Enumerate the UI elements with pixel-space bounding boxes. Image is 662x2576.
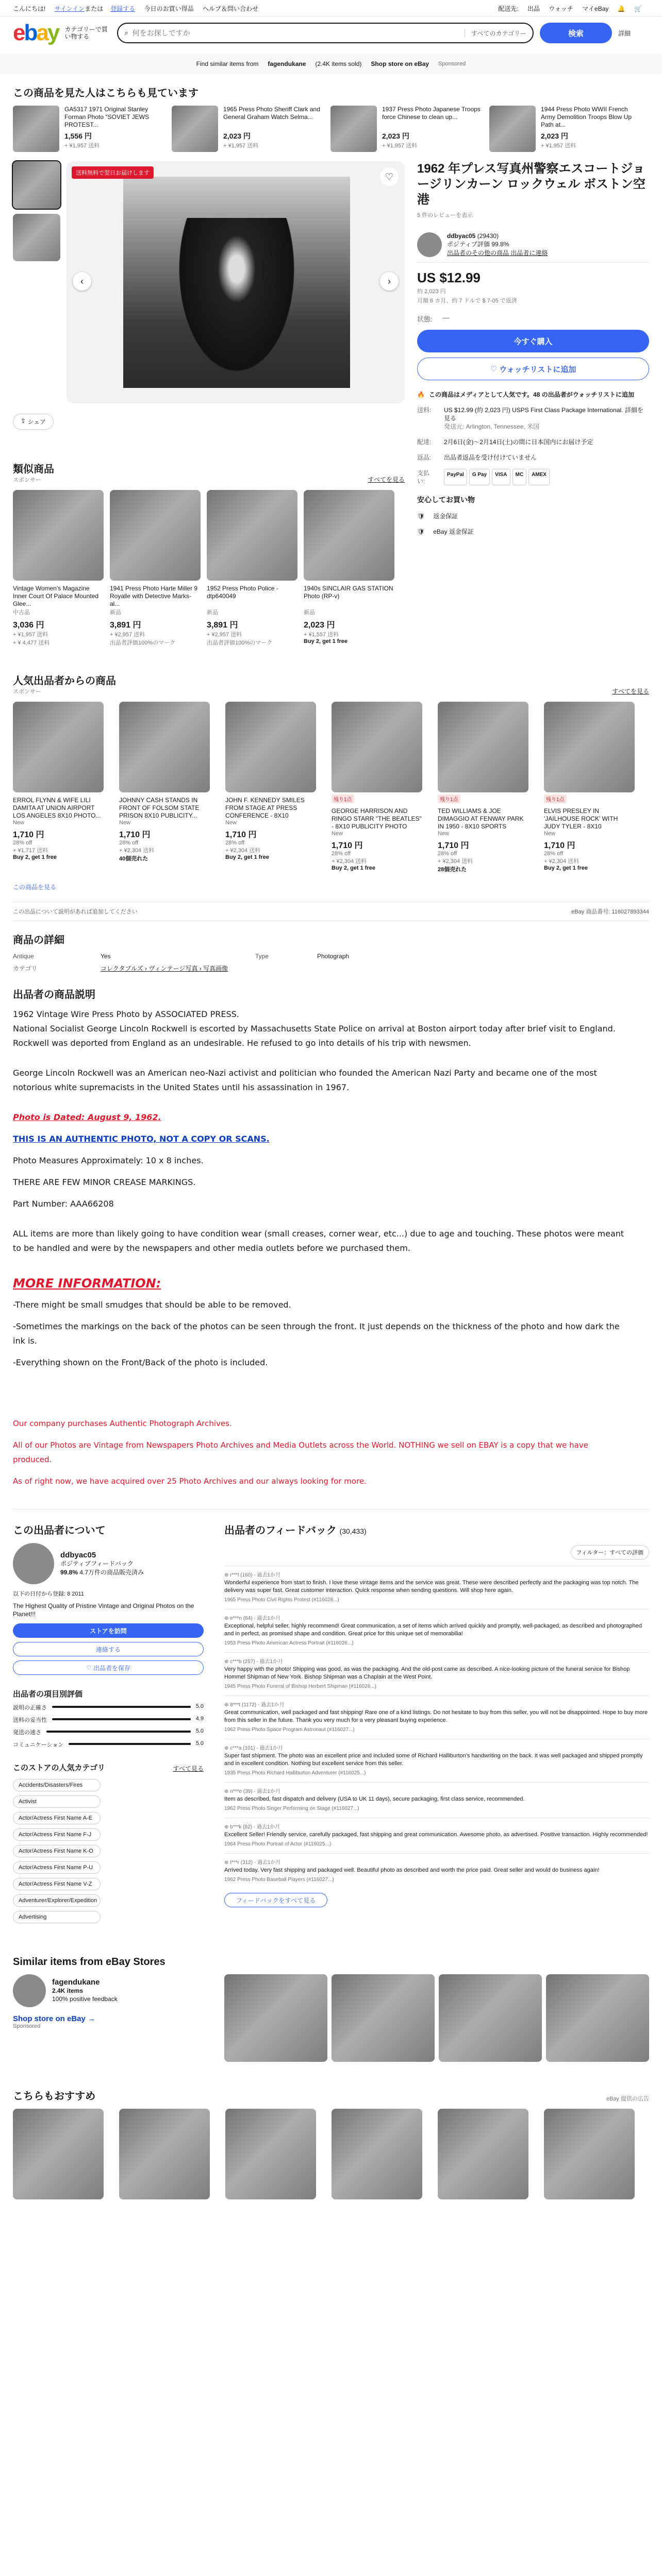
- flame-icon: 🔥: [417, 391, 425, 398]
- avatar[interactable]: [417, 232, 442, 257]
- main-image[interactable]: [67, 161, 405, 403]
- product-card[interactable]: 残り1点 GEORGE HARRISON AND RINGO STARR "THE BEATLES" - 8X10 PUBLICITY PHOTO New 1,710 円 28% off + ¥2,304 送料 Buy 2, get 1 free: [332, 702, 422, 873]
- list-item[interactable]: 1965 Press Photo Sheriff Clark and General Graham Watch Selma... 2,023 円 + ¥1,957 送料: [172, 106, 324, 152]
- arrow-right-icon: →: [88, 2014, 96, 2023]
- sell-link[interactable]: 出品: [527, 5, 540, 12]
- shop-by-category[interactable]: カテゴリーで買い物する: [64, 26, 108, 40]
- store-categories: [13, 1777, 204, 1925]
- plus-icon: ⊕: [224, 1616, 230, 1621]
- review-link[interactable]: 5 件のレビューを表示: [417, 212, 473, 218]
- category-chip[interactable]: Actor/Actress First Name K-O: [13, 1845, 101, 1857]
- item-thumbnail[interactable]: [119, 2109, 210, 2199]
- press-photo: [123, 177, 350, 388]
- category-chip[interactable]: Actor/Actress First Name V-Z: [13, 1878, 101, 1890]
- item-thumbnail[interactable]: [546, 1974, 649, 2062]
- item-thumbnail[interactable]: [438, 702, 528, 792]
- plus-icon: ⊕: [224, 1745, 230, 1751]
- detailed-ratings: 説明の正確さ 5.0 送料の妥当性 4.9 発送の速さ 5.0 コミュニケーション 5.0: [13, 1703, 204, 1748]
- watchlist-link[interactable]: ウォッチ: [549, 5, 573, 12]
- add-watchlist-button[interactable]: ♡ ウォッチリストに追加: [417, 358, 649, 380]
- category-chip[interactable]: Actor/Actress First Name F-J: [13, 1828, 101, 1841]
- item-thumbnail[interactable]: [13, 490, 104, 581]
- item-price: US $12.99: [417, 270, 481, 285]
- my-ebay-link[interactable]: マイeBay: [582, 5, 609, 12]
- item-thumbnail[interactable]: [544, 2109, 635, 2199]
- more-items-link[interactable]: この商品を見る: [13, 884, 57, 891]
- product-card[interactable]: JOHNNY CASH STANDS IN FRONT OF FOLSOM STATE PRISON 8X10 PUBLICITY... New 1,710 円 28% off + ¥2,304 送料 40個売れた: [119, 702, 210, 873]
- advanced-search-link[interactable]: 詳細: [618, 29, 631, 37]
- plus-icon: ⊕: [224, 1824, 230, 1830]
- condition-value: —: [442, 314, 450, 321]
- item-description: 1962 Vintage Wire Press Photo by ASSOCIATED PRESS. National Socialist George Lincoln Rockwell is escorted by Massachusetts State Police on arrival at Boston airport today after brief visit to England. Rockwell was deported from England as an undesirable. He refused to go into details of his trip with newsmen. George Lincoln Rockwell was an American neo-Nazi activist and politician who founded the American Nazi Party and became one of the most notorious white supremacists in the United States until his assassination in 1967. Photo is Dated: August 9, 1962. THIS IS AN AUTHENTIC PHOTO, NOT A COPY OR SCANS. Photo Measures Approximately: 10 x 8 inches. THERE ARE FEW MINOR CREASE MARKINGS. Part Number: AAA66208 ALL items are more than likely going to have condition wear (small creases, corner wear, etc...) due to age and touching. These photos were meant to be handled and were by the newspapers and other media outlets before we purchased them. MORE INFORMATION: -There might be small smudges that should be able to be removed. -Sometimes the markings on the back of the photos can be seen through the front. It just depends on the thickness of the photo and how dark the ink is. -Everything shown on the Front/Back of the photo is included. Our company purchases Authentic Photograph Archives. All of our Photos are Vintage from Newspapers Photo Archives and Media Outlets across the World. NOTHING we sell on EBAY is a copy that we have produced. As of right now, we have acquired over 25 Photo Archives and our always looking for more.: [13, 1009, 624, 1486]
- list-item[interactable]: 1944 Press Photo WWII French Army Demolition Troops Blow Up Path at... 2,023 円 + ¥1,957 送料: [489, 106, 642, 152]
- item-thumbnail[interactable]: [544, 702, 635, 792]
- feedback-item: ⊕ r***l (160) - 過去1か月 Wonderful experience from start to finish. I love these vintage items and the service was great. These were described perfectly and the packaging was top notch. The delivery was super fast. Great customer interaction. Quick response when sending questions. Will shop here again. 1965 Press Photo Civil Rights Protest (#116028...): [224, 1566, 649, 1609]
- banner-seller[interactable]: fagendukane: [268, 60, 306, 67]
- banner-text: Find similar items from: [196, 60, 259, 67]
- register-link[interactable]: 登録する: [110, 5, 136, 12]
- contact-button[interactable]: 連絡する: [13, 1642, 204, 1656]
- item-thumbnail[interactable]: [438, 2109, 528, 2199]
- plus-icon: ⊕: [224, 1702, 230, 1708]
- search-input[interactable]: [133, 29, 460, 37]
- category-chip[interactable]: Accidents/Disasters/Fires: [13, 1779, 101, 1791]
- stores-title: Similar items from eBay Stores: [13, 1956, 166, 1968]
- category-chip[interactable]: Actor/Actress First Name A-E: [13, 1812, 101, 1824]
- similar-title: 類似商品: [13, 464, 54, 475]
- feedback-item: ⊕ t***r (312) - 過去1か月 Arrived today. Very fast shipping and packaged well. Beautiful photo as described and worth the price paid. Great seller and would do business again! 1962 Press Photo Baseball Players (#116027...): [224, 1853, 649, 1889]
- item-thumbnail[interactable]: [439, 1974, 542, 2062]
- item-thumbnail[interactable]: [119, 702, 210, 792]
- similar-section: 類似商品 スポンサー すべてを見る Vintage Women's Magazine Inner Court Of Palace Mounted Glee... 中古品 3,036 円 + ¥1,957 送料 + ¥ 4,477 送料 1941 Press Photo Harte Miller 9 Royalle with Detective Marks-al... 新品 3,891 円 + ¥2,957 送料 出品者評価100%のマーク 1952 Press Photo Police -dtp640049 新品 3,891 円 + ¥2,957 送料 出品者評価100%のマーク 1940s SINCLAIR GAS STATION Photo (RP-v) 新品 2,023 円 + ¥1,557 送料 Buy 2, get 1 free: [13, 461, 405, 647]
- category-chip[interactable]: Actor/Actress First Name P-U: [13, 1861, 101, 1874]
- heart-icon: ♡: [490, 365, 500, 374]
- categories-see-all[interactable]: すべて見る: [173, 1765, 204, 1772]
- feedback-item: ⊕ n***e (39) - 過去1か月 Item as described, fast dispatch and delivery (USA to UK 11 days), secure packaging, first class service, recommended. 1962 Press Photo Singer Performing on Stage (#116027...): [224, 1782, 649, 1818]
- image-gallery: [13, 161, 405, 403]
- list-item[interactable]: GA5317 1971 Original Stanley Forman Photo "SOVIET JEWS PROTEST... 1,556 円 + ¥1,957 送料: [13, 106, 166, 152]
- seller-section: [13, 1509, 649, 1925]
- gallery-thumb[interactable]: [13, 214, 60, 261]
- gallery-thumb[interactable]: [13, 161, 60, 209]
- cart-icon[interactable]: 🛒: [634, 5, 642, 12]
- store-promo: fagendukane 2.4K items 100% positive feedback Shop store on eBay → Sponsored: [13, 1974, 649, 2062]
- share-icon: ⇪: [21, 417, 28, 425]
- item-thumbnail[interactable]: [224, 1974, 327, 2062]
- product-card[interactable]: JOHN F. KENNEDY SMILES FROM STAGE AT PRESS CONFERENCE - 8X10 New 1,710 円 28% off + ¥2,304 送料 Buy 2, get 1 free: [225, 702, 316, 873]
- list-item[interactable]: 1937 Press Photo Japanese Troops force Chinese to clean up... 2,023 円 + ¥1,957 送料: [330, 106, 483, 152]
- category-chip[interactable]: Advertising: [13, 1911, 101, 1923]
- share-button[interactable]: ⇪ シェア: [13, 414, 54, 430]
- see-all-feedback-button[interactable]: フィードバックをすべて見る: [224, 1893, 327, 1907]
- banner-cta[interactable]: Shop store on eBay: [371, 60, 429, 67]
- seller-feedback: 出品者のフィードバック (30,433) フィルター：すべての評価 ⊕ r***l (160) - 過去1か月 Wonderful experience from start to finish. I love these vintage items and the service was great. These were described perfectly and the packaging was top notch. The delivery was super fast. Great customer interaction. Quick response when sending questions. Will shop here again. 1965 Press Photo Civil Rights Protest (#116028...) ⊕ e***n (64) - 過去1か月 Exceptional, helpful seller, highly recommend! Great communication, a set of items which arrived quickly and promptly, well-packaged, as described and photographed and in perfect, as promised shape and condition. Great price for this unique set of memorabilia! 1953 Press Photo American Actress Portrait (#116026...) ⊕ c***b (257) - 過去1か月 Very happy with the photo! Shipping was good, as was the packaging. And the old-post came as described. A nice-looking picture of the funeral service for Bishop Hommel Shipman of New York. Bishop Shipman was a Chaplain at the West Point. 1945 Press Photo Funeral of Bishop Herbert Shipman (#116026...) ⊕ 8***t (1172) - 過去1か月 Great communication, well packaged and fast shipping! Rare one of a kind listings. Do not hesitate to buy from this seller, you will not be disappointed. Hope to buy more from this seller in the future. Thank you very much for a very pleasant buying experience. 1962 Press Photo Space Program Astronaut (#116027...) ⊕ c***a (101) - 過去1か月 Super fast shipment. The photo was an excellent price and included some of Richard Halliburton's handwriting on the back. It was well packaged and shipped promptly and in excellent condition. Nothing but excellent service from this seller. 1935 Press Photo Richard Halliburton Adventurer (#116025...) ⊕ n***e (39) - 過去1か月 Item as described, fast dispatch and delivery (USA to UK 11 days), secure packaging, first class service, recommended. 1962 Press Photo Singer Performing on Stage (#116027...) ⊕ b***k (82) - 過去1か月 Excellent Seller! Friendly service, carefully packaged, fast shipping and great communication. Awesome photo, as advertised. Positive transaction. Highly recommended! 1964 Press Photo Portrait of Actor (#116025...) ⊕ t***r (312) - 過去1か月 Arrived today. Very fast shipping and packaged well. Beautiful photo as described and worth the price paid. Great seller and would do business again! 1962 Press Photo Baseball Players (#116027...) フィードバックをすべて見る: [224, 1522, 649, 1925]
- search-bar: [117, 23, 534, 43]
- item-thumbnail[interactable]: [332, 702, 422, 792]
- popular-notice: 🔥 この商品はメディアとして人気です。48 の出品者がウォッチリストに追加: [417, 391, 634, 398]
- category-select[interactable]: すべてのカテゴリー: [465, 29, 526, 38]
- plus-icon: ⊕: [224, 1860, 230, 1866]
- popular-sellers-title: 人気出品者からの商品: [13, 675, 116, 687]
- next-arrow-icon[interactable]: ›: [380, 272, 399, 291]
- item-thumbnail[interactable]: [13, 106, 59, 152]
- item-thumbnail[interactable]: [489, 106, 536, 152]
- payment-methods: PayPal G Pay VISA MC AMEX: [444, 469, 550, 485]
- shop-store-link[interactable]: Shop store on eBay →: [13, 2014, 96, 2023]
- about-seller: この出品者について ddbyac05 ポジティブフィードバック 99.8% 4.7万件の商品販売済み 以下の日付から登録: 8 2011 The Highest Quality of Pristine Vintage and Original Photos on the Planet!!! ストアを訪問 連絡する ♡ 出品者を保存 出品者の項目別評価 説明の正確さ 5.0 送料の妥当性 4.9 発送の速さ 5.0 コミュニケーション 5.0 このストアの人気カテゴリ すべて見る Accidents/Disasters/Fires Activist Actor/Actress First Name A-E Actor/Actress First Name F-J Actor/Actress First Name K-O Actor/Actress First Name P-U Actor/Actress First Name V-Z Adventurer/Explorer/Expedition Advertising: [13, 1522, 204, 1925]
- status-badge: 残り1点: [332, 794, 354, 803]
- top-bar: [0, 0, 662, 16]
- item-thumbnail[interactable]: [330, 106, 377, 152]
- plus-icon: ⊕: [224, 1659, 230, 1665]
- visit-store-button[interactable]: ストアを訪問: [13, 1623, 204, 1638]
- category-chip[interactable]: Adventurer/Explorer/Expedition: [13, 1894, 101, 1907]
- feedback-item: ⊕ b***k (82) - 過去1か月 Excellent Seller! Friendly service, carefully packaged, fast shipping and great communication. Awesome photo, as advertised. Positive transaction. Highly recommended! 1964 Press Photo Portrait of Actor (#116025...): [224, 1818, 649, 1853]
- bell-icon[interactable]: 🔔: [617, 5, 625, 12]
- feedback-item: ⊕ 8***t (1172) - 過去1か月 Great communication, well packaged and fast shipping! Rare one of a kind listings. Do not hesitate to buy from this seller, you will not be disappointed. Hope to buy more from this seller in the future. Thank you very much for a very pleasant buying experience. 1962 Press Photo Space Program Astronaut (#116027...): [224, 1696, 649, 1739]
- plus-icon: ⊕: [224, 1789, 230, 1794]
- category-breadcrumb[interactable]: コレクタブルズ › ヴィンテージ写真 › 写真画像: [101, 965, 228, 972]
- avatar[interactable]: [13, 1543, 54, 1584]
- search-icon: ⌕: [124, 29, 128, 37]
- feedback-item: ⊕ c***a (101) - 過去1か月 Super fast shipment. The photo was an excellent price and included some of Richard Halliburton's handwriting on the back. It was well packaged and shipped promptly and in excellent condition. Nothing but excellent service from this seller. 1935 Press Photo Richard Halliburton Adventurer (#116025...): [224, 1739, 649, 1782]
- description-title: 出品者の商品説明: [13, 989, 95, 1001]
- recently-viewed-list: [13, 106, 649, 152]
- status-badge: 残り1点: [544, 794, 567, 803]
- banner-stat: (2.4K items sold): [315, 60, 362, 67]
- buy-now-button[interactable]: 今すぐ購入: [417, 330, 649, 352]
- seller-name[interactable]: ddbyac05: [60, 1550, 96, 1560]
- shield-icon: 🛡: [417, 513, 425, 520]
- seller-card[interactable]: ddbyac05 (29430) ポジティブ評価 99.8% 出品者のその他の商品 出品者に連絡: [417, 227, 649, 263]
- ebay-logo[interactable]: ebay: [13, 20, 59, 45]
- feedback-item: ⊕ c***b (257) - 過去1か月 Very happy with the photo! Shipping was good, as was the packaging. And the old-post came as described. A nice-looking picture of the funeral service for Bishop Hommel Shipman of New York. Bishop Shipman was a Chaplain at the West Point. 1945 Press Photo Funeral of Bishop Herbert Shipman (#116026...): [224, 1652, 649, 1696]
- product-card[interactable]: 残り1点 TED WILLIAMS & JOE DIMAGGIO AT FENWAY PARK IN 1950 - 8X10 SPORTS New 1,710 円 28% off + ¥2,304 送料 28個売れた: [438, 702, 528, 873]
- shield-icon: 🛡: [417, 528, 425, 535]
- product-card[interactable]: Vintage Women's Magazine Inner Court Of Palace Mounted Glee... 中古品 3,036 円 + ¥1,957 送料 + ¥ 4,477 送料: [13, 490, 104, 647]
- seller-links[interactable]: 出品者のその他の商品 出品者に連絡: [447, 249, 548, 257]
- buy-box: 1962 年プレス写真州警察エスコートジョージリンカーン ロックウェル ボストン空港 5 件のレビューを表示 ddbyac05 (29430) ポジティブ評価 99.8% 出品者のその他の商品 出品者に連絡 US $12.99 約 2,023 円 月額 6 カ月、約 7 ドルで $ 7-05 で返済 状態: — 今すぐ購入 ♡ ウォッチリストに追加 🔥 この商品はメディアとして人気です。48 の出品者がウォッチリストに追加 送料: US $12.99 (約 2,023 円) USPS First Class Package International. 詳細を見る 発送元: Arlington, Tennessee, 米国 配達: 2月6日(金)～2月14日(土)の間に日本国内にお届け予定 返品: 出品者返品を受け付けていません 支払い: PayPal G Pay VISA MC AMEX 安心してお買い物 🛡 返金保証 🛡 eBay 返金保証: [417, 161, 649, 647]
- item-thumbnail[interactable]: [225, 2109, 316, 2199]
- item-thumbnail[interactable]: [110, 490, 201, 581]
- store-banner: [0, 54, 662, 74]
- heart-icon[interactable]: ♡: [380, 167, 399, 186]
- save-seller-button[interactable]: ♡ 出品者を保存: [13, 1660, 204, 1675]
- item-main: [13, 161, 649, 647]
- prev-arrow-icon[interactable]: ‹: [73, 272, 91, 291]
- search-button[interactable]: 検索: [540, 23, 612, 43]
- greeting: こんにちは! サインインまたは 登録する: [13, 5, 136, 12]
- signin-link[interactable]: サインイン: [54, 5, 85, 12]
- seller-name[interactable]: ddbyac05: [447, 232, 476, 240]
- deals-link[interactable]: 今日のお買い得品: [144, 5, 194, 12]
- specifics-table: Antique Yes Type Photograph カテゴリ コレクタブルズ › ヴィンテージ写真 › 写真画像: [13, 953, 350, 972]
- ship-to[interactable]: 配送先:: [498, 5, 519, 12]
- similar-see-all[interactable]: すべてを見る: [368, 476, 405, 483]
- store-name[interactable]: fagendukane: [52, 1978, 100, 1987]
- help-link[interactable]: ヘルプ＆問い合わせ: [202, 5, 258, 12]
- avatar[interactable]: [13, 1974, 46, 2007]
- product-card[interactable]: ERROL FLYNN & WIFE LILI DAMITA AT UNION AIRPORT LOS ANGELES 8X10 PHOTO... New 1,710 円 28% off + ¥1,717 送料 Buy 2, get 1 free: [13, 702, 104, 873]
- item-thumbnail[interactable]: [332, 2109, 422, 2199]
- item-thumbnail[interactable]: [13, 2109, 104, 2199]
- category-chip[interactable]: Activist: [13, 1795, 101, 1808]
- product-card[interactable]: 1952 Press Photo Police -dtp640049 新品 3,891 円 + ¥2,957 送料 出品者評価100%のマーク: [207, 490, 297, 647]
- item-thumbnail[interactable]: [304, 490, 394, 581]
- popular-see-all[interactable]: すべてを見る: [612, 688, 649, 695]
- item-thumbnail[interactable]: [13, 702, 104, 792]
- listing-meta: この出品について説明があれば追加してください eBay 商品番号: 116027893344: [13, 902, 649, 921]
- item-thumbnail[interactable]: [207, 490, 297, 581]
- popular-sellers-section: 人気出品者からの商品 スポンサー すべてを見る ERROL FLYNN & WIFE LILI DAMITA AT UNION AIRPORT LOS ANGELES 8X10 PHOTO... New 1,710 円 28% off + ¥1,717 送料 Buy 2, get 1 free JOHNNY CASH STANDS IN FRONT OF FOLSOM STATE PRISON 8X10 PUBLICITY... New 1,710 円 28% off + ¥2,304 送料 40個売れた JOHN F. KENNEDY SMILES FROM STAGE AT PRESS CONFERENCE - 8X10 New 1,710 円 28% off + ¥2,304 送料 Buy 2, get 1 free 残り1点 GEORGE HARRISON AND RINGO STARR "THE BEATLES" - 8X10 PUBLICITY PHOTO New 1,710 円 28% off + ¥2,304 送料 Buy 2, get 1 free 残り1点 TED WILLIAMS & JOE DIMAGGIO AT FENWAY PARK IN 1950 - 8X10 SPORTS New 1,710 円 28% off + ¥2,304 送料 28個売れた 残り1点 ELVIS PRESLEY IN 'JAILHOUSE ROCK' WITH JUDY TYLER - 8X10 New 1,710 円 28% off + ¥2,304 送料 Buy 2, get 1 free この商品を見る: [13, 672, 649, 891]
- recently-viewed-title: この商品を見た人はこちらも見ています: [13, 88, 198, 99]
- item-thumbnail[interactable]: [332, 1974, 435, 2062]
- product-card[interactable]: 1941 Press Photo Harte Miller 9 Royalle with Detective Marks-al... 新品 3,891 円 + ¥2,957 送料 出品者評価100%のマーク: [110, 490, 201, 647]
- also-title: こちらもおすすめ: [13, 2091, 96, 2102]
- product-card[interactable]: 1940s SINCLAIR GAS STATION Photo (RP-v) 新品 2,023 円 + ¥1,557 送料 Buy 2, get 1 free: [304, 490, 394, 647]
- feedback-item: ⊕ e***n (64) - 過去1か月 Exceptional, helpful seller, highly recommend! Great communication, a set of items which arrived quickly and promptly, well-packaged, as described and photographed and in perfect, as promised shape and condition. Great price for this unique set of memorabilia! 1953 Press Photo American Actress Portrait (#116026...): [224, 1609, 649, 1652]
- feedback-filter[interactable]: フィルター：すべての評価: [571, 1545, 649, 1560]
- plus-icon: ⊕: [224, 1572, 230, 1578]
- item-thumbnail[interactable]: [225, 702, 316, 792]
- header: [0, 16, 662, 49]
- promo-badge: 送料無料で翌日お届けします: [72, 166, 154, 179]
- specifics-title: 商品の詳細: [13, 935, 64, 946]
- product-card[interactable]: 残り1点 ELVIS PRESLEY IN 'JAILHOUSE ROCK' WITH JUDY TYLER - 8X10 New 1,710 円 28% off + ¥2,304 送料 Buy 2, get 1 free: [544, 702, 635, 873]
- banner-sponsored: Sponsored: [438, 61, 466, 67]
- item-title: 1962 年プレス写真州警察エスコートジョージリンカーン ロックウェル ボストン空港: [417, 162, 646, 207]
- item-thumbnail[interactable]: [172, 106, 218, 152]
- status-badge: 残り1点: [438, 794, 460, 803]
- heart-icon: ♡: [86, 1664, 94, 1671]
